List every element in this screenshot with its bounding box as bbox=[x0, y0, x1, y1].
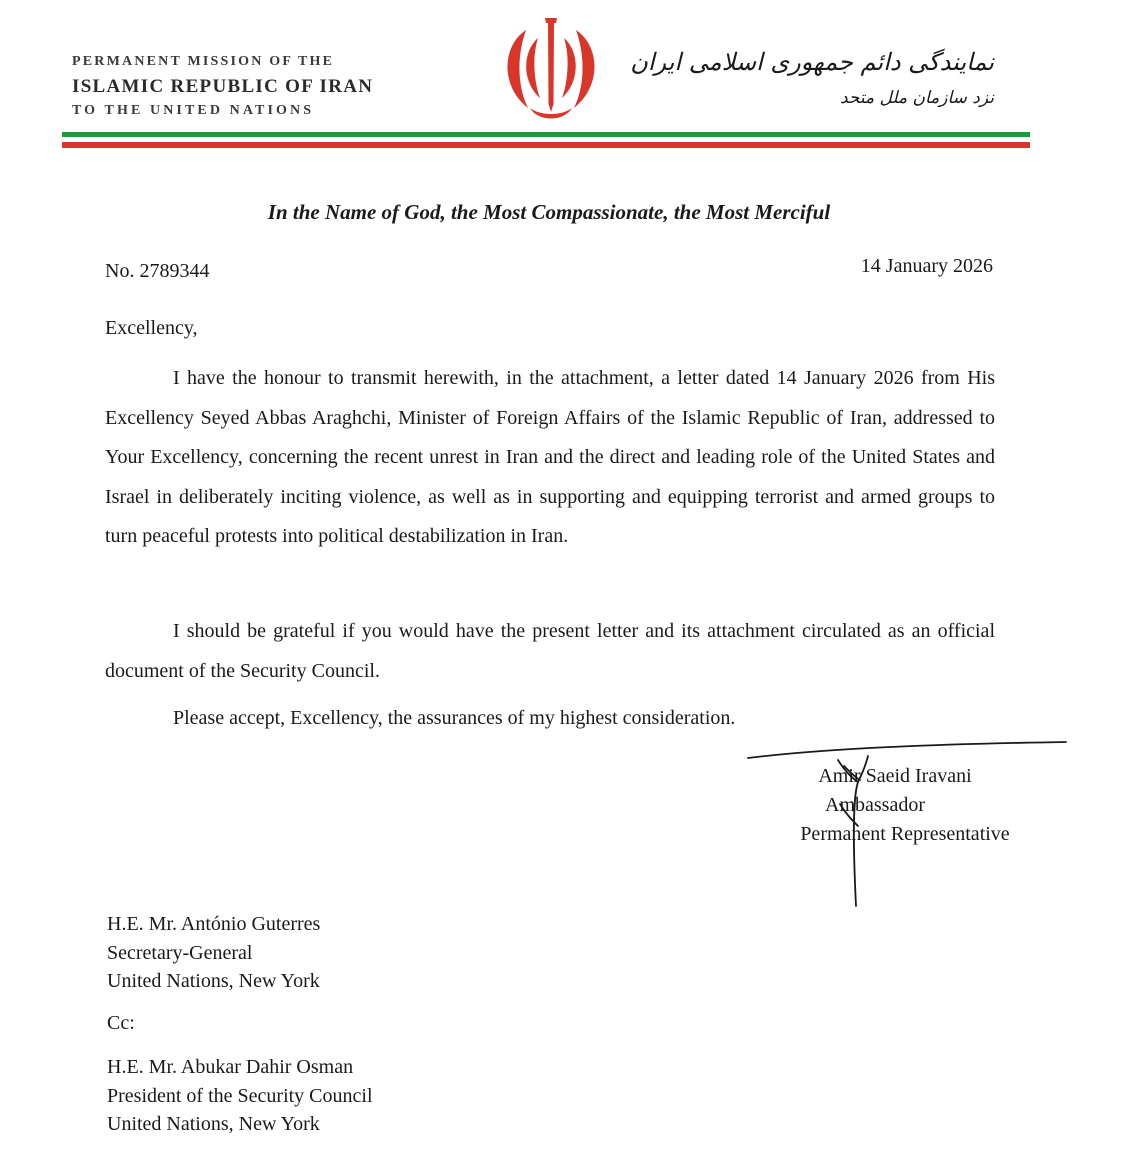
closing-line: Please accept, Excellency, the assurances of my highest consideration. bbox=[173, 707, 736, 729]
persian-header-line-1: نمایندگی دائم جمهوری اسلامی ایران bbox=[630, 48, 994, 76]
signature-block bbox=[720, 762, 1030, 849]
recipient-location: United Nations, New York bbox=[107, 970, 320, 992]
invocation: In the Name of God, the Most Compassionate, the Most Merciful bbox=[267, 200, 831, 224]
letterhead-line-3: TO THE UNITED NATIONS bbox=[72, 103, 315, 118]
letter-date: 14 January 2026 bbox=[860, 255, 993, 277]
salutation: Excellency, bbox=[105, 317, 198, 339]
recipient-title: Secretary-General bbox=[107, 941, 253, 964]
recipient-address bbox=[107, 910, 320, 996]
cc-recipient-location: United Nations, New York bbox=[107, 1113, 320, 1135]
reference-number: No. 2789344 bbox=[105, 260, 210, 282]
cc-label: Cc: bbox=[107, 1012, 135, 1034]
body-paragraph-1: I have the honour to transmit herewith, in the attachment, a letter dated 14 January 2026 from His Excellency Seyed Abbas Araghchi, Minister of Foreign Affairs of the Islamic Republic of Iran, addressed to Your Excellency, concerning the recent unrest in Iran and the direct and leading role of the United States and Israel in deliberately inciting violence, as well as in supporting and equipping terrorist and armed groups to turn peaceful protests into political destabilization in Iran. bbox=[105, 367, 995, 547]
cc-recipient-address bbox=[107, 1053, 373, 1139]
letterhead-line-2: ISLAMIC REPUBLIC OF IRAN bbox=[72, 76, 374, 97]
signatory-role: Permanent Representative bbox=[800, 823, 1010, 845]
letterhead-line-1: PERMANENT MISSION OF THE bbox=[72, 54, 335, 69]
cc-recipient-name: H.E. Mr. Abukar Dahir Osman bbox=[107, 1056, 354, 1078]
body-paragraph-2: I should be grateful if you would have the present letter and its attachment circulated as an official document of the Security Council. bbox=[105, 620, 995, 682]
flag-stripe-red bbox=[62, 142, 1030, 148]
iran-emblem-icon bbox=[496, 12, 606, 124]
signatory-name: Amir Saeid Iravani bbox=[818, 765, 972, 787]
persian-header-line-2: نزد سازمان ملل متحد bbox=[839, 88, 994, 108]
cc-recipient-title: President of the Security Council bbox=[107, 1084, 373, 1107]
recipient-name: H.E. Mr. António Guterres bbox=[107, 913, 321, 935]
signatory-title: Ambassador bbox=[825, 794, 925, 816]
